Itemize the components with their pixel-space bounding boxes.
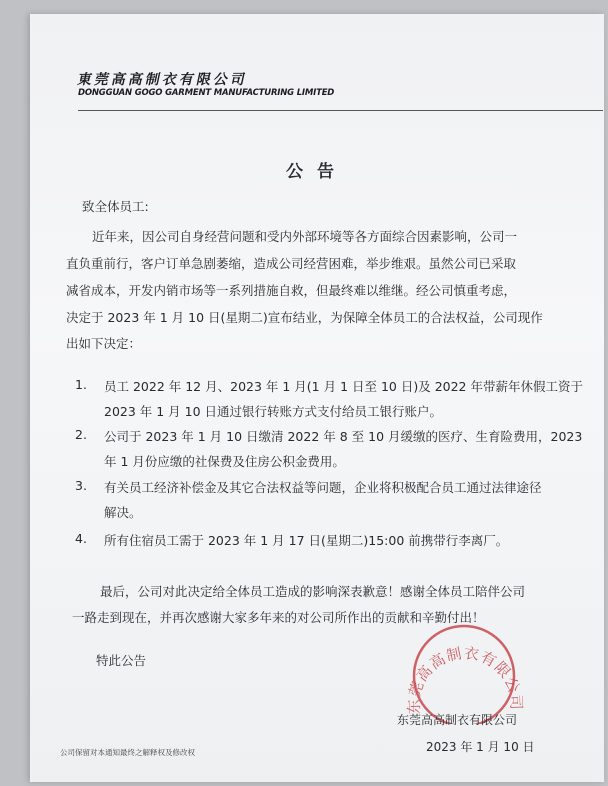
seal-text: 东莞高高制衣有限公司 bbox=[404, 643, 526, 715]
item-line: 2023 年 1 月 10 日通过银行转账方式支付给员工银行账户。 bbox=[104, 404, 443, 419]
company-seal-stamp bbox=[398, 614, 530, 724]
special-notice: 特此公告 bbox=[96, 653, 147, 668]
intro-line: 直负重前行，客户订单急剧萎缩，造成公司经营困难，举步维艰。虽然公司已采取 bbox=[66, 256, 517, 271]
signature-date: 2023 年 1 月 10 日 bbox=[426, 740, 535, 754]
closing-line: 最后，公司对此决定给全体员工造成的影响深表歉意！感谢全体员工陪伴公司 bbox=[100, 584, 526, 599]
item-number: 2. bbox=[75, 427, 87, 442]
intro-line: 决定于 2023 年 1 月 10 日(星期二)宣布结业，为保障全体员工的合法权益，公司现作 bbox=[66, 310, 543, 325]
item-line: 员工 2022 年 12 月、2023 年 1 月(1 月 1 日至 10 日)及 2022 年带薪年休假工资于 bbox=[104, 379, 583, 394]
item-number: 1. bbox=[75, 377, 87, 392]
item-line: 所有住宿员工需于 2023 年 1 月 17 日(星期二)15:00 前携带行李离厂。 bbox=[104, 533, 509, 548]
item-line: 解决。 bbox=[104, 505, 142, 520]
intro-line: 近年来，因公司自身经营问题和受内外部环境等各方面综合因素影响，公司一 bbox=[92, 229, 518, 244]
notice-title: 公告 bbox=[286, 162, 348, 182]
item-line: 有关员工经济补偿金及其它合法权益等问题，企业将积极配合员工通过法律途径 bbox=[104, 480, 542, 495]
letterhead-divider bbox=[78, 110, 603, 111]
salutation: 致全体员工: bbox=[82, 199, 149, 214]
item-number: 4. bbox=[75, 531, 87, 546]
letterhead-company-en: DONGGUAN GOGO GARMENT MANUFACTURING LIMITED bbox=[78, 88, 335, 98]
item-line: 年 1 月份应缴的社保费及住房公积金费用。 bbox=[104, 454, 345, 469]
item-number: 3. bbox=[75, 478, 87, 493]
letterhead-company-cn: 東莞高高制衣有限公司 bbox=[76, 72, 250, 88]
intro-line: 减省成本，开发内销市场等一系列措施自救，但最终难以维继。经公司慎重考虑， bbox=[66, 283, 517, 298]
signature-company: 东莞高高制衣有限公司 bbox=[397, 713, 518, 727]
intro-line: 出如下决定： bbox=[66, 336, 142, 351]
item-line: 公司于 2023 年 1 月 10 日缴清 2022 年 8 至 10 月缓缴的医疗、生育险费用，2023 bbox=[104, 429, 583, 444]
footnote: 公司保留对本通知最终之解释权及修改权 bbox=[60, 748, 195, 757]
svg-text:东莞高高制衣有限公司 bbox=[405, 644, 525, 715]
closing-line: 一路走到现在，并再次感谢大家多年来的对公司所作出的贡献和辛勤付出！ bbox=[72, 610, 485, 625]
document-page bbox=[30, 14, 604, 782]
